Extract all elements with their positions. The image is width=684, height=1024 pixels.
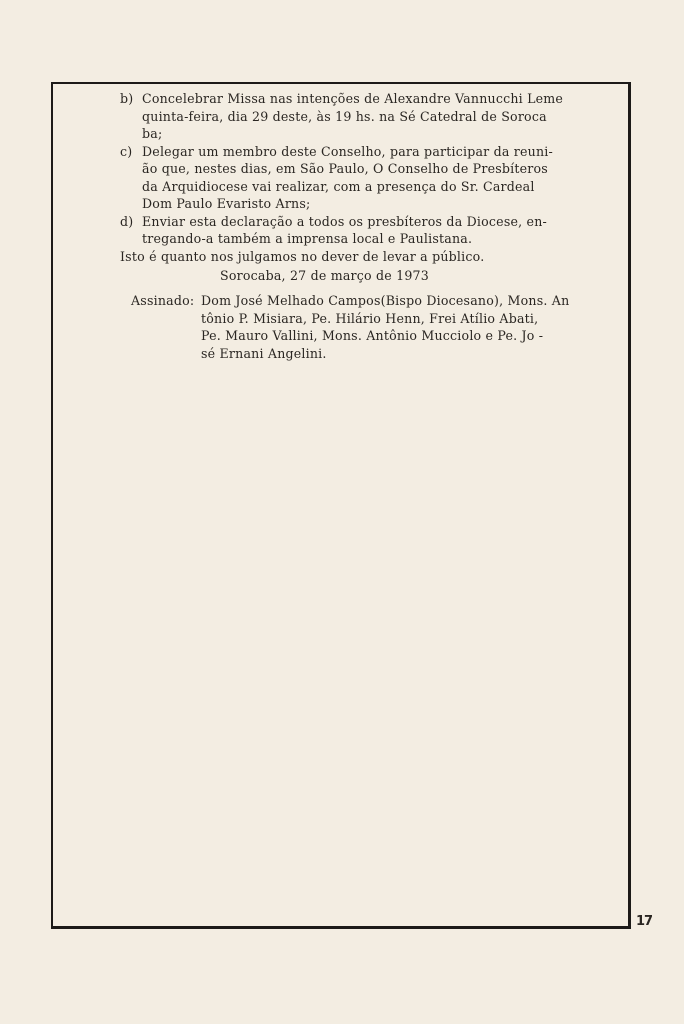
item-text — [142, 143, 620, 213]
document-body — [120, 90, 620, 285]
document-date: Sorocaba, 27 de março de 1973 — [220, 268, 429, 283]
text-line: tregando-a também a imprensa local e Paulistana. — [142, 231, 473, 246]
list-item-b — [120, 90, 620, 143]
item-letter: d) — [120, 213, 134, 229]
text-line: ão que, nestes dias, em São Paulo, O Conselho de Presbíteros — [142, 161, 548, 176]
item-letter: b) — [120, 91, 134, 106]
signatory-line: Dom José Melhado Campos(Bispo Diocesano), Mons. An — [201, 293, 570, 308]
item-text — [142, 213, 620, 248]
signature-label: Assinado: — [131, 293, 195, 308]
list-item-c — [120, 143, 620, 213]
text-line: ba; — [142, 126, 163, 141]
signatory-line: Pe. Mauro Vallini, Mons. Antônio Mucciolo e Pe. Jo - — [201, 328, 544, 343]
item-text — [142, 90, 620, 143]
closing-statement: Isto é quanto nos julgamos no dever de levar a público. — [120, 248, 485, 264]
signatory-line: sé Ernani Angelini. — [201, 345, 327, 361]
signatory-line: tônio P. Misiara, Pe. Hilário Henn, Frei Atílio Abati, — [201, 310, 539, 326]
signatories — [201, 292, 611, 362]
text-line: quinta-feira, dia 29 deste, às 19 hs. na Sé Catedral de Soroca — [142, 108, 547, 124]
text-line: da Arquidiocese vai realizar, com a presença do Sr. Cardeal — [142, 178, 535, 194]
item-letter: c) — [120, 143, 133, 159]
signature-block — [131, 292, 611, 362]
text-line: Concelebrar Missa nas intenções de Alexandre Vannucchi Leme — [142, 91, 564, 106]
text-line: Enviar esta declaração a todos os presbíteros da Diocese, en- — [142, 213, 547, 229]
page-number: 17 — [636, 914, 653, 929]
list-item-d — [120, 213, 620, 248]
text-line: Dom Paulo Evaristo Arns; — [142, 196, 311, 211]
text-line: Delegar um membro deste Conselho, para participar da reuni- — [142, 143, 553, 159]
